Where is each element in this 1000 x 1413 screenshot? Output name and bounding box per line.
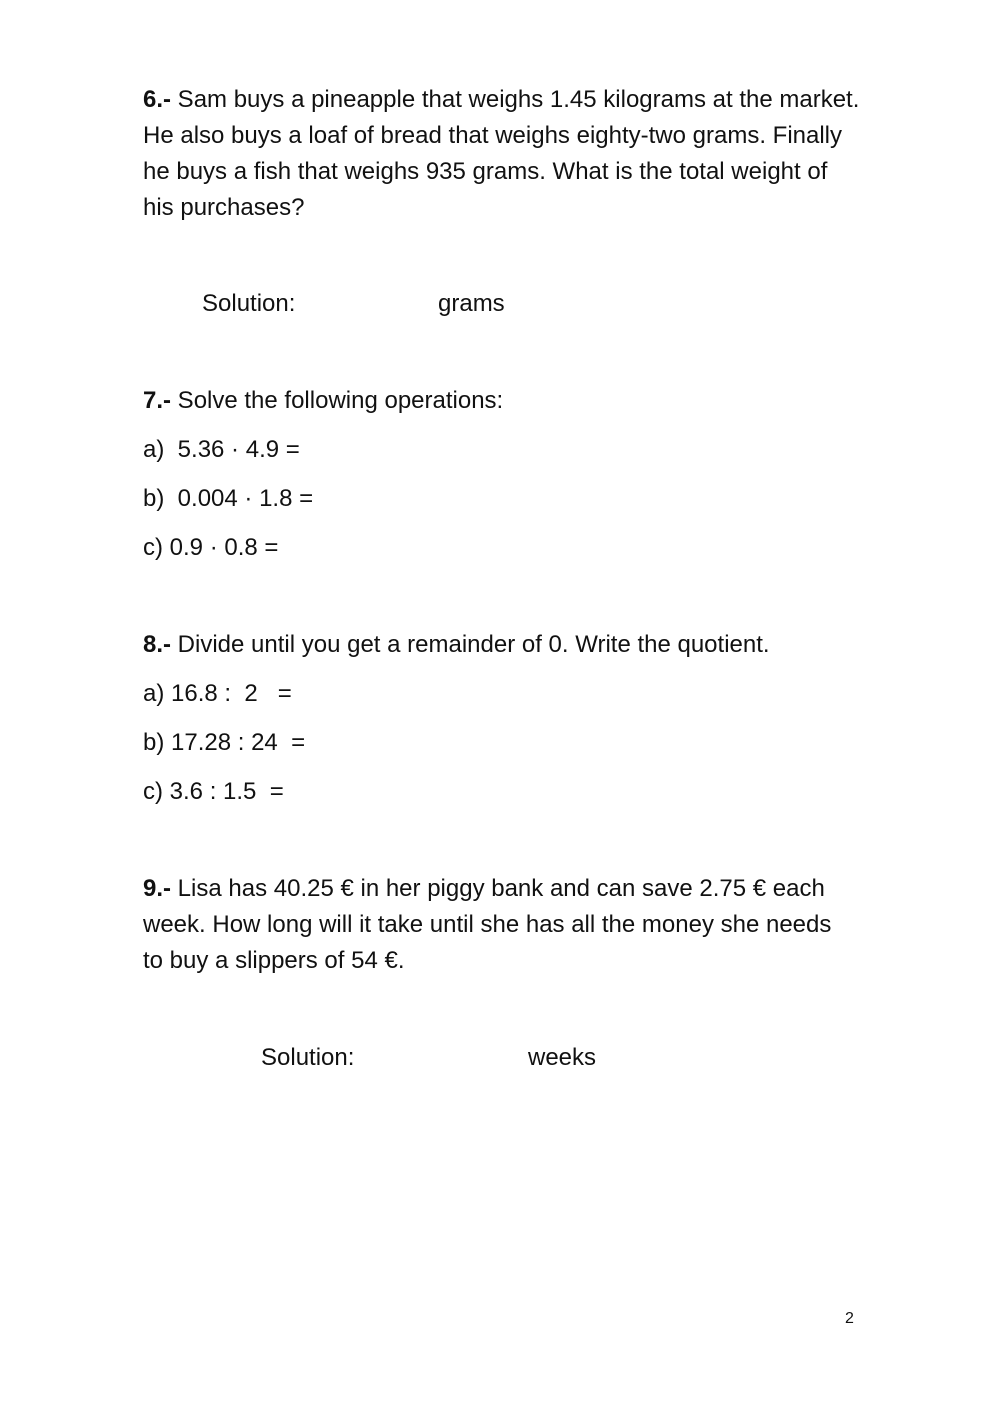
- question-9-solution-label: Solution:: [261, 1044, 355, 1071]
- question-7: [143, 386, 503, 416]
- question-7-text: Solve the following operations:: [171, 387, 504, 414]
- question-8-item-b: b) 17.28 : 24 =: [143, 729, 306, 756]
- question-6-unit: grams: [438, 290, 505, 317]
- question-9: [143, 871, 858, 979]
- question-8-item-c: c) 3.6 : 1.5 =: [143, 778, 284, 805]
- question-8: [143, 630, 770, 660]
- question-7-number: 7.-: [143, 387, 172, 414]
- question-7-item-b: b) 0.004 · 1.8 =: [143, 485, 314, 512]
- question-7-item-a: a) 5.36 · 4.9 =: [143, 436, 300, 463]
- question-6: [143, 82, 863, 226]
- question-9-number: 9.-: [143, 875, 172, 902]
- question-9-unit: weeks: [528, 1044, 597, 1071]
- question-9-text: Lisa has 40.25 € in her piggy bank and can save 2.75 € each week. How long will it take until she has all the money she needs to buy a slippers of 54 €.: [143, 875, 832, 974]
- page-number: 2: [845, 1310, 854, 1327]
- question-8-number: 8.-: [143, 631, 172, 658]
- question-7-item-c: c) 0.9 · 0.8 =: [143, 534, 279, 561]
- question-6-number: 6.-: [143, 86, 172, 113]
- question-8-item-a: a) 16.8 : 2 =: [143, 680, 292, 707]
- question-6-solution-label: Solution:: [202, 290, 296, 317]
- question-6-text: Sam buys a pineapple that weighs 1.45 kilograms at the market. He also buys a loaf of bread that weighs eighty-two grams. Finally he buys a fish that weighs 935 grams. What is the total weight of his purchases?: [143, 86, 860, 221]
- question-8-text: Divide until you get a remainder of 0. Write the quotient.: [171, 631, 770, 658]
